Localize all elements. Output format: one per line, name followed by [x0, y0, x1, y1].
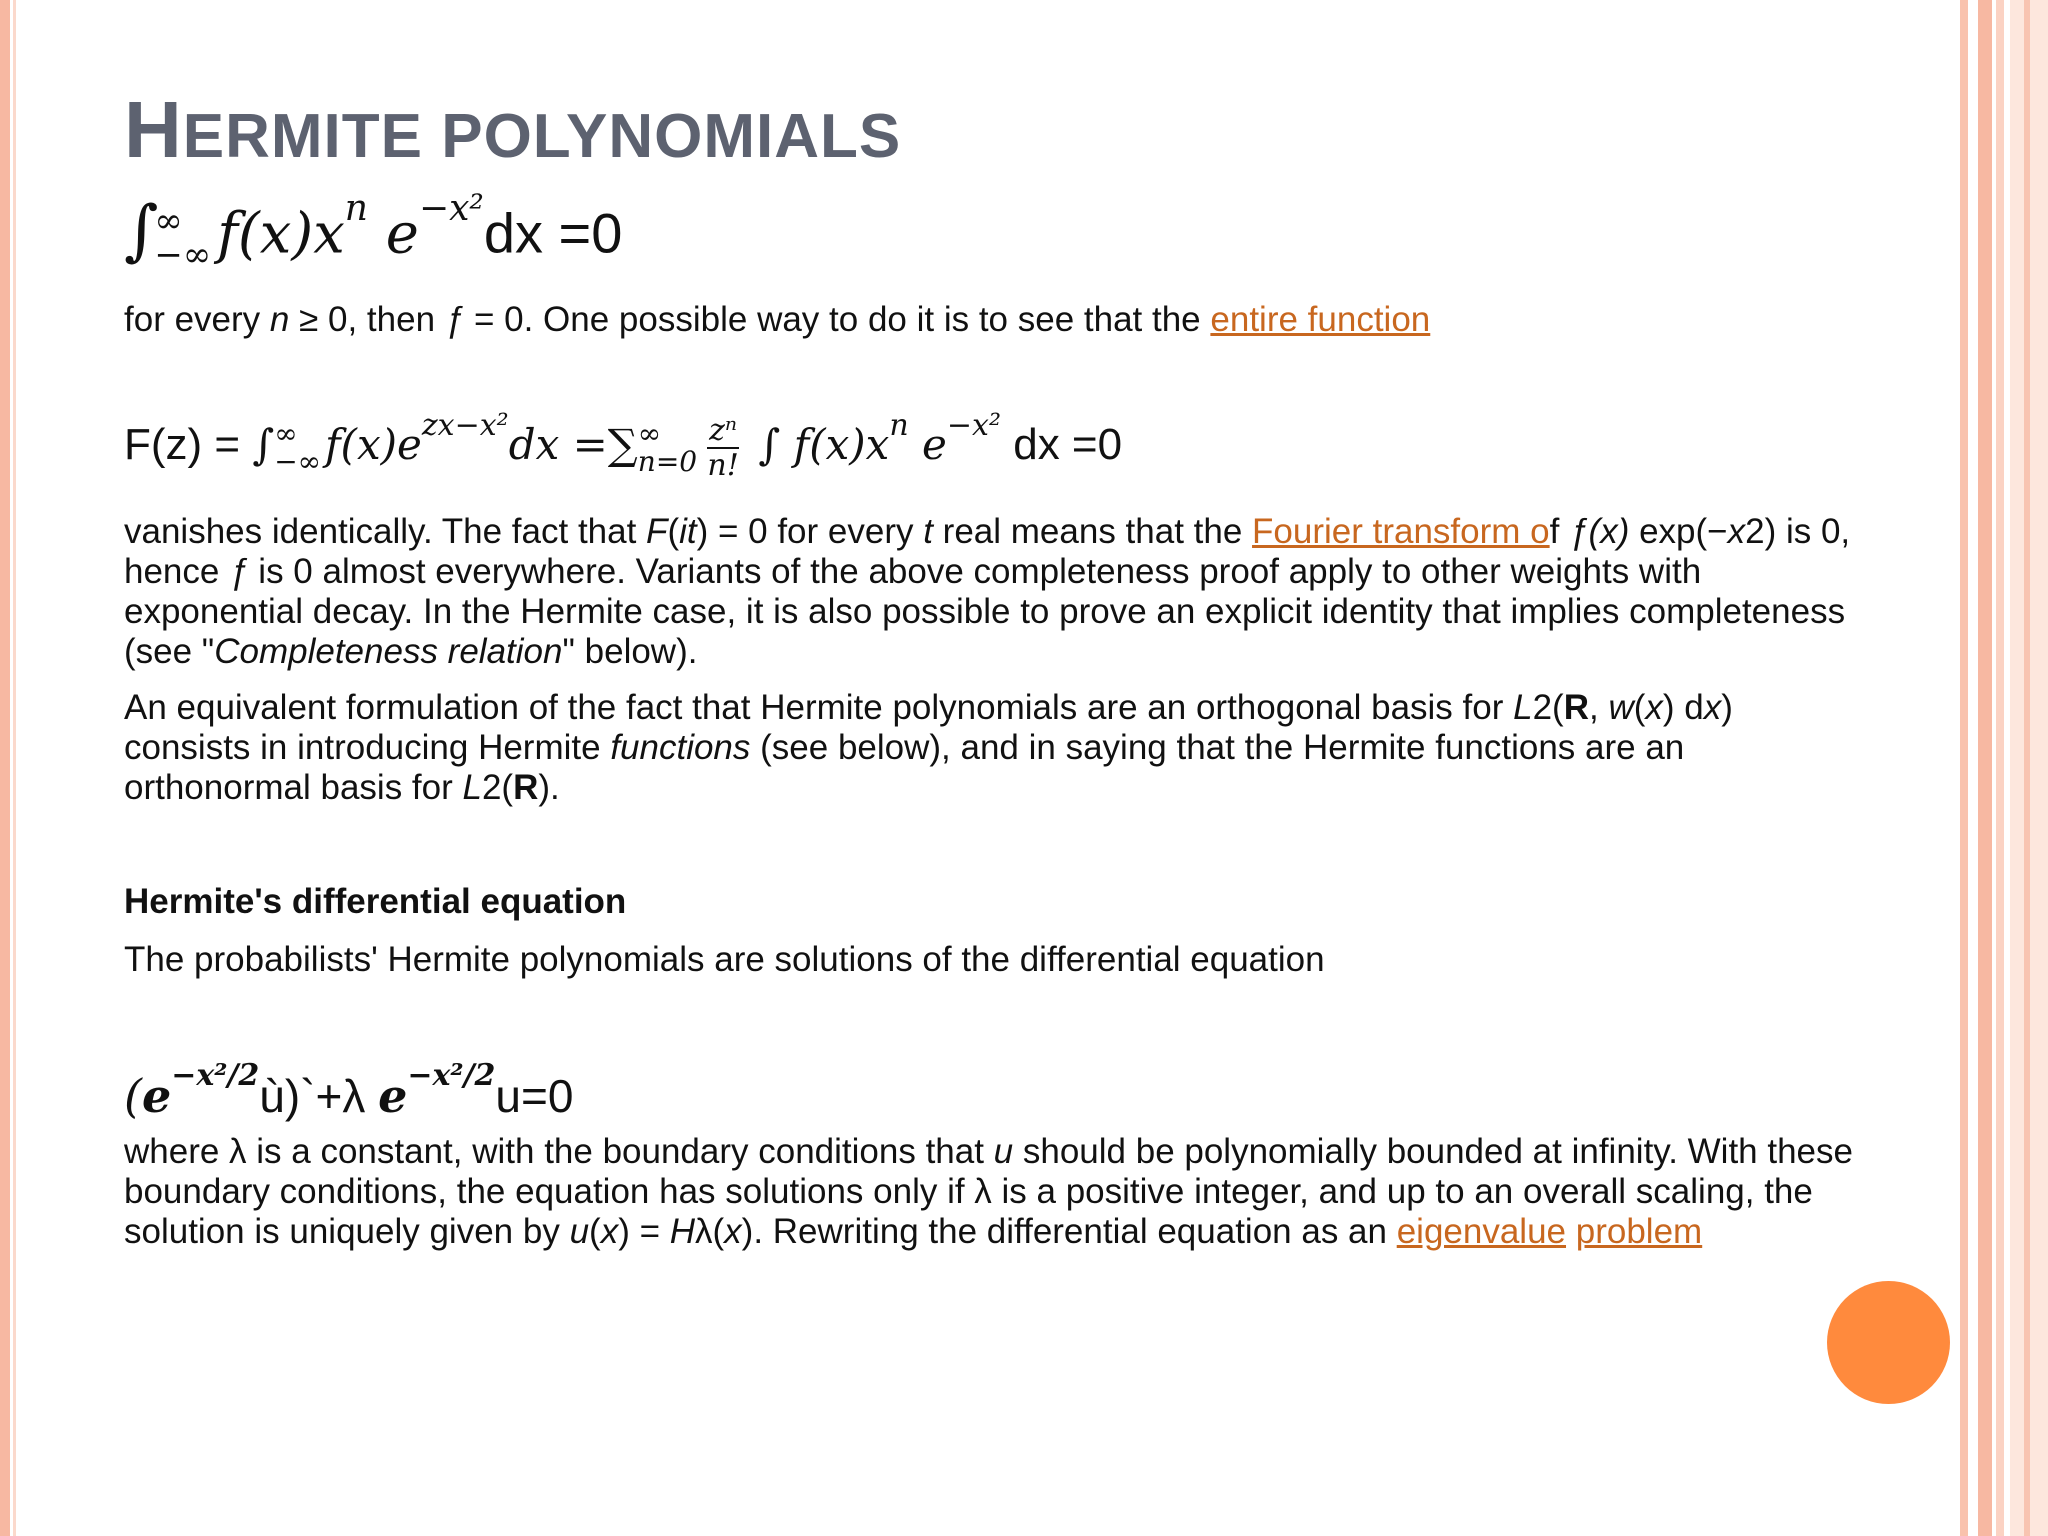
fraction: [707, 414, 739, 482]
equation-lhs: F(z) =: [124, 420, 253, 469]
completeness-relation-text: Completeness relation: [214, 632, 563, 671]
text: is 0 almost everywhere. Variants of the above completeness proof apply to other weights with exponential decay. In the Hermite case, it is also possible to prove an explicit identity that implies completeness (see ": [124, 552, 1846, 671]
text: ) d: [1662, 688, 1704, 727]
integral-limits: [154, 200, 212, 275]
integrand: f(x)e: [325, 420, 422, 469]
paragraph-lambda: [124, 1132, 1884, 1252]
fraction-denominator: n!: [707, 448, 739, 483]
sum-limits: [637, 417, 698, 478]
upper-limit: ∞: [154, 200, 183, 241]
text: exp(−: [1629, 512, 1728, 551]
title-first-letter: H: [124, 85, 183, 174]
integral-limits: [274, 417, 322, 478]
text: ) =: [618, 1212, 670, 1251]
text: [1566, 1212, 1576, 1251]
paragraph-probabilists: The probabilists' Hermite polynomials are solutions of the differential equation: [124, 940, 1325, 979]
paragraph-equivalent: [124, 688, 1864, 808]
text: ).: [538, 768, 560, 807]
slide-title: [124, 84, 901, 176]
fourier-transform-link[interactable]: Fourier transform o: [1252, 512, 1550, 551]
text: should be polynomially bounded at infinity. With these boundary conditions, the equation has solutions only if λ is a positive integer, and up to an overall scaling, the solution is uniquely given by: [124, 1132, 1853, 1251]
text: ,: [1588, 688, 1609, 727]
text: ≥ 0, then: [289, 300, 445, 339]
var-n: n: [269, 300, 290, 339]
text: where λ is a constant, with the boundary conditions that: [124, 1132, 994, 1171]
text: 2(: [1532, 688, 1564, 727]
sum-lower: n=0: [637, 445, 698, 478]
equation-tail: dx =0: [483, 201, 623, 265]
left-border-stripe: [0, 0, 10, 1536]
var-f: ƒ: [444, 300, 465, 339]
upper-limit: ∞: [274, 417, 298, 450]
text: λ(: [695, 1212, 725, 1251]
exp-base: e: [367, 201, 419, 267]
var-u: u: [569, 1212, 590, 1251]
functions-text: functions: [610, 728, 751, 767]
paragraph-condition: [124, 300, 1924, 340]
lower-limit: −∞: [154, 234, 212, 275]
var-R: R: [513, 768, 539, 807]
var-x: x: [1645, 688, 1663, 727]
problem-link[interactable]: problem: [1575, 1212, 1703, 1251]
eigenvalue-link[interactable]: eigenvalue: [1396, 1212, 1567, 1251]
exponent-n: n: [344, 188, 368, 229]
text: vanishes identically. The fact that: [124, 512, 647, 551]
var-t: t: [923, 512, 933, 551]
lower-limit: −∞: [274, 445, 322, 478]
exp-base: e: [378, 1069, 408, 1123]
var-H: H: [669, 1212, 696, 1251]
exp-base: e: [141, 1069, 172, 1123]
equation-tail: u=0: [495, 1070, 574, 1122]
var-it: it: [679, 512, 697, 551]
right-border-stripe: [1978, 0, 1992, 1536]
var-fx: ƒ(x): [1569, 512, 1630, 551]
text: An equivalent formulation of the fact that Hermite polynomials are an orthogonal basis for: [124, 688, 1514, 727]
sum-upper: ∞: [637, 417, 662, 450]
text: real means that the: [932, 512, 1253, 551]
equation-differential: [124, 1058, 573, 1123]
equation-tail: dx =0: [1001, 420, 1123, 469]
right-border-stripe: [1960, 0, 1968, 1536]
text: " below).: [562, 632, 698, 671]
var-F: F: [646, 512, 668, 551]
equation-integral: [124, 188, 623, 275]
var-u: u: [993, 1132, 1014, 1171]
fraction-numerator: zⁿ: [709, 413, 738, 448]
integrand: f(x)x: [217, 201, 345, 267]
decorative-circle: [1827, 1281, 1950, 1404]
exponent: zx−x²: [421, 408, 509, 443]
right-border-stripe: [2024, 0, 2030, 1536]
text: 2(: [481, 768, 514, 807]
open-paren: (: [124, 1069, 142, 1123]
var-x: x: [1703, 688, 1722, 727]
entire-function-link[interactable]: entire function: [1210, 300, 1431, 339]
text: for every: [124, 300, 270, 339]
text: f: [1549, 512, 1570, 551]
paragraph-vanishes: [124, 512, 1864, 672]
var-x: x: [724, 1212, 742, 1251]
exponent: −x²: [946, 408, 1001, 443]
var-L: L: [462, 768, 482, 807]
var-x: x: [600, 1212, 619, 1251]
var-w: w: [1608, 688, 1634, 727]
text: ). Rewriting the differential equation as an: [741, 1212, 1397, 1251]
left-border-stripe-thin: [13, 0, 16, 1536]
var-f: ƒ: [229, 552, 249, 591]
text: ) = 0 for every: [696, 512, 924, 551]
sum-part: dx =∑: [508, 420, 638, 469]
text: 2) is 0, hence: [124, 512, 1851, 591]
exponent-n: n: [889, 408, 909, 443]
var-x: x: [1727, 512, 1746, 551]
text: ) consists in introducing Hermite: [124, 688, 1733, 767]
integrand-2: ∫ f(x)x: [745, 420, 890, 469]
exponent: −x²/2: [407, 1058, 496, 1093]
integral-sign: ∫: [252, 420, 275, 469]
var-L: L: [1513, 688, 1533, 727]
var-R: R: [1563, 688, 1589, 727]
text: (: [1633, 688, 1646, 727]
text: (see below), and in saying that the Hermite functions are an orthonormal basis for: [124, 728, 1685, 807]
equation-fz: [124, 408, 1122, 482]
exponent: −x²: [418, 188, 484, 229]
title-rest: ERMITE POLYNOMIALS: [182, 102, 902, 171]
right-border-stripe: [1996, 0, 2004, 1536]
equation-middle: ù)`+λ: [259, 1070, 379, 1122]
exponent: −x²/2: [171, 1058, 260, 1093]
section-heading: Hermite's differential equation: [124, 882, 627, 921]
text: = 0. One possible way to do it is to see that the: [464, 300, 1211, 339]
text: (: [667, 512, 680, 551]
exp-base: e: [908, 420, 947, 469]
text: (: [589, 1212, 601, 1251]
integral-sign: ∫: [124, 191, 159, 269]
